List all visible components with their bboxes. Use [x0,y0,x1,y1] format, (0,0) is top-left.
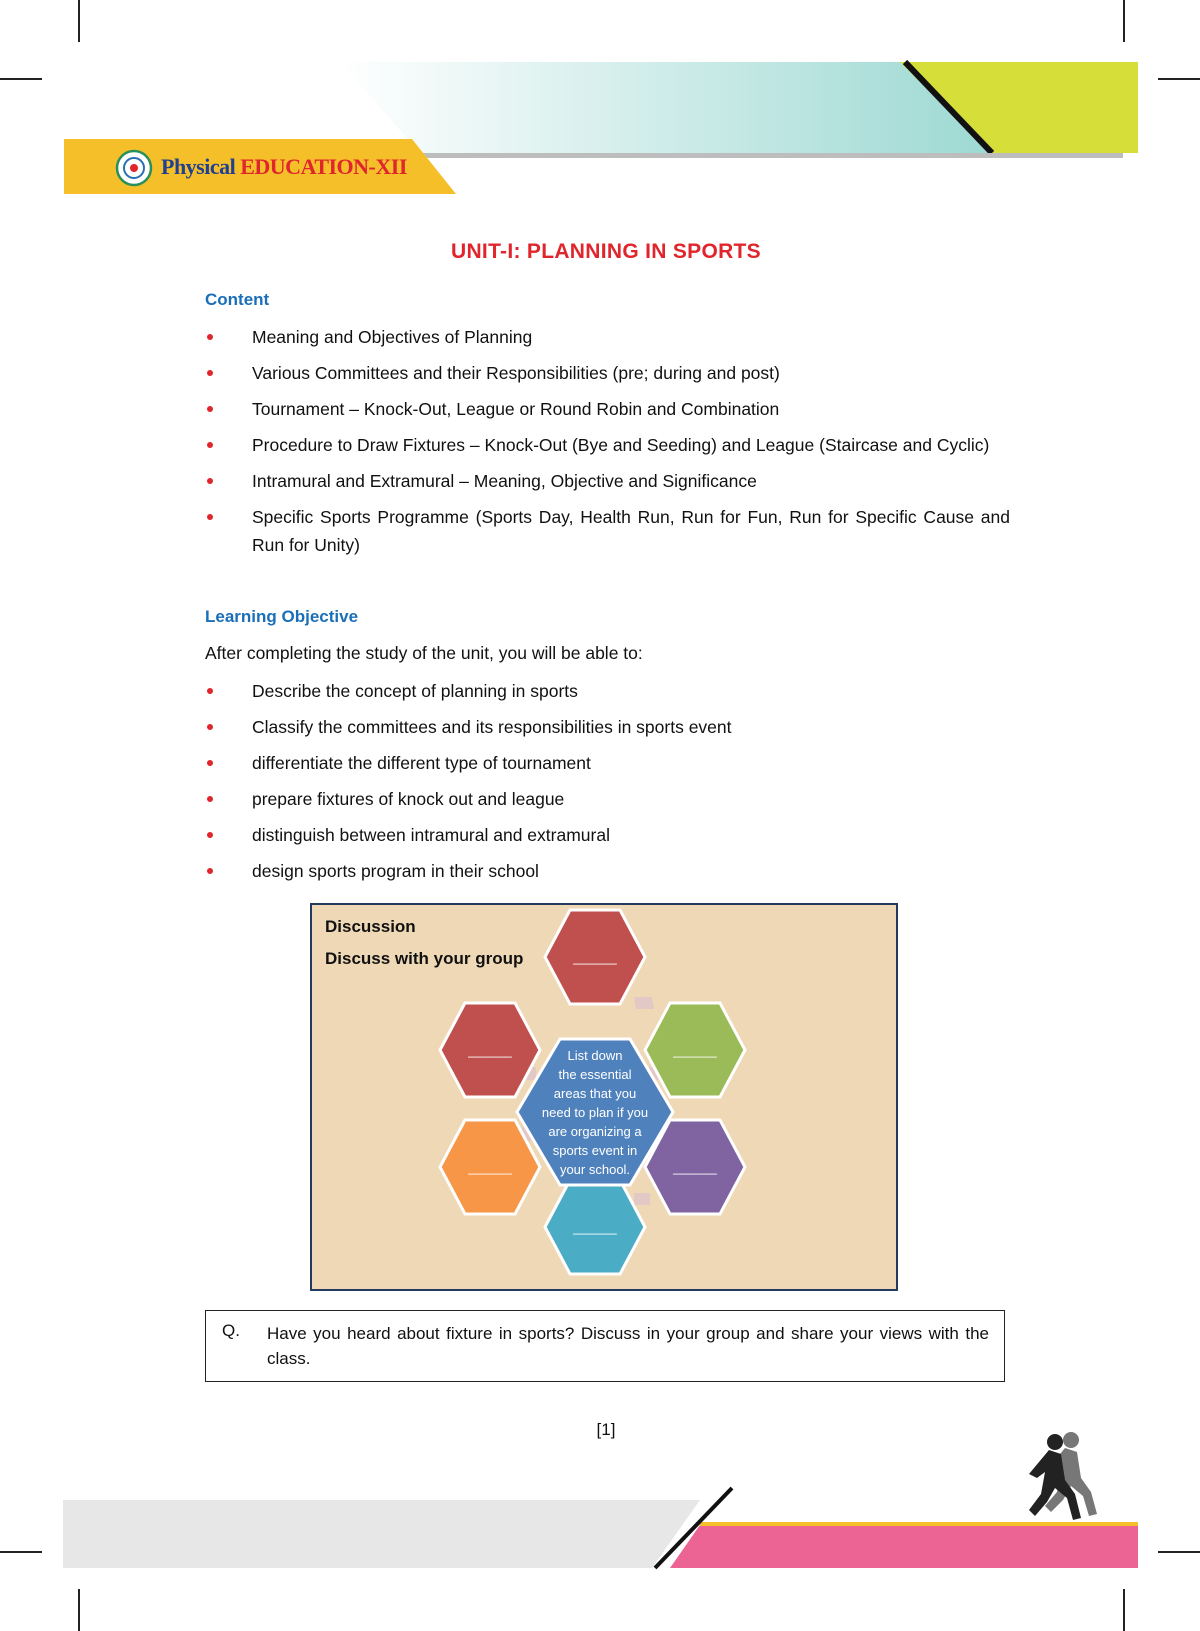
list-item: Tournament – Knock-Out, League or Round Robin and Combination [205,395,1010,423]
content-list [205,323,1010,567]
list-item: prepare fixtures of knock out and league [205,785,1010,813]
runner-silhouette-icon [1015,1430,1105,1525]
logo-emblem-icon [114,148,154,188]
list-item: Describe the concept of planning in sports [205,677,1010,705]
list-item: Procedure to Draw Fixtures – Knock-Out (Bye and Seeding) and League (Staircase and Cyclic) [205,431,1010,459]
learning-objective-intro: After completing the study of the unit, you will be able to: [205,643,643,663]
center-line: your school. [559,1162,631,1177]
hexagon-diagram [312,905,900,1293]
list-item: differentiate the different type of tournament [205,749,1010,777]
list-item: Specific Sports Programme (Sports Day, Health Run, Run for Fun, Run for Specific Cause and Run for Unity) [205,503,1010,559]
book-title [161,154,407,180]
unit-title: UNIT-I: PLANNING IN SPORTS [451,240,761,263]
center-line: are organizing a [548,1124,642,1139]
list-item: Meaning and Objectives of Planning [205,323,1010,351]
question-text: Have you heard about fixture in sports? Discuss in your group and share your views with the class. [267,1324,989,1368]
book-title-prefix: Physical [161,154,236,179]
list-item: Intramural and Extramural – Meaning, Objective and Significance [205,467,1010,495]
discussion-subtitle: Discuss with your group [325,949,524,968]
crop-mark [1123,1589,1125,1631]
center-line: the essential [558,1067,632,1082]
list-item: Various Committees and their Responsibilities (pre; during and post) [205,359,1010,387]
hexagon-top-blank: ______ [573,950,617,965]
hexagon-top-right-blank: ______ [673,1043,717,1058]
discussion-title: Discussion [325,917,416,936]
hexagon-bottom-right-blank: ______ [673,1160,717,1175]
crop-mark [78,1589,80,1631]
list-item: distinguish between intramural and extramural [205,821,1010,849]
content-heading: Content [205,290,270,309]
learning-objective-heading: Learning Objective [205,607,359,626]
center-line: List down [567,1048,623,1063]
hexagon-bottom [545,1180,645,1274]
learning-objective-list [205,677,1010,893]
hexagon-bottom-left-blank: ______ [468,1160,512,1175]
list-item: Classify the committees and its responsibilities in sports event [205,713,1010,741]
hexagon-top-left [440,1003,540,1097]
page-number: [1] [596,1420,616,1439]
book-title-suffix: EDUCATION-XII [240,154,407,179]
question-box [205,1310,1005,1382]
list-item: design sports program in their school [205,857,1010,885]
hexagon-top-left-blank: ______ [468,1043,512,1058]
question-label: Q. [222,1321,240,1340]
hexagon-top [545,910,645,1004]
hexagon-bottom-blank: ______ [573,1220,617,1235]
discussion-box [310,903,898,1291]
center-line: areas that you [553,1086,637,1101]
center-line: sports event in [552,1143,638,1158]
hexagon-top-right [645,1003,745,1097]
center-line: need to plan if you [541,1105,649,1120]
